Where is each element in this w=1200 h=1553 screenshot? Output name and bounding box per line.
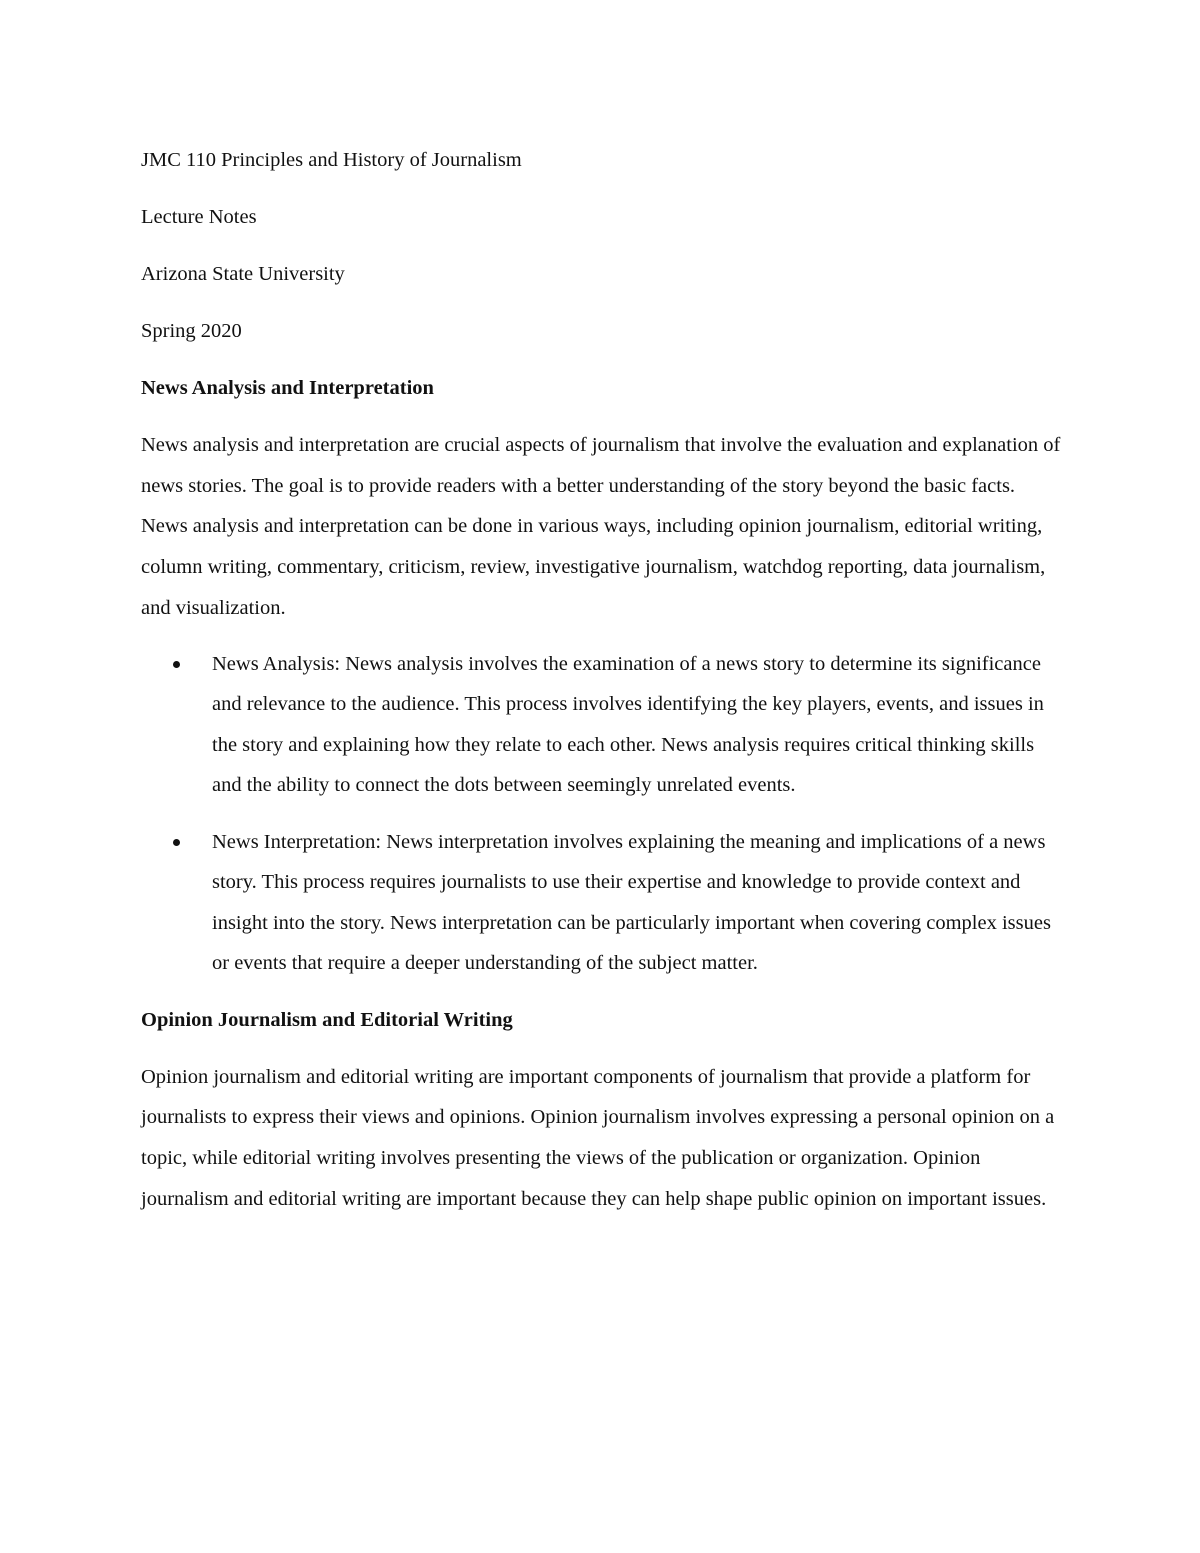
course-title: JMC 110 Principles and History of Journalism xyxy=(141,149,522,171)
list-item-text: News Interpretation: News interpretation involves explaining the meaning and implications of a news story. This process requires journalists to use their expertise and knowledge to provide context and insight into the story. News interpretation can be particularly important when covering complex issues or events that require a deeper understanding of the subject matter. xyxy=(212,830,1051,975)
bullet-icon xyxy=(173,839,180,846)
section-heading-opinion-journalism: Opinion Journalism and Editorial Writing xyxy=(141,1008,513,1031)
section-paragraph-opinion-journalism: Opinion journalism and editorial writing are important components of journalism that provide a platform for journalists to express their views and opinions. Opinion journalism involves expressing a personal opinion on a topic, while editorial writing involves presenting the views of the publication or organization. Opinion journalism and editorial writing are important because they can help shape public opinion on important issues. xyxy=(141,1065,1055,1210)
list-item xyxy=(141,822,1066,984)
list-item-text: News Analysis: News analysis involves the examination of a news story to determine its significance and relevance to the audience. This process involves identifying the key players, events, and issues in the story and explaining how they relate to each other. News analysis requires critical thinking skills and the ability to connect the dots between seemingly unrelated events. xyxy=(212,652,1044,797)
section-heading-news-analysis: News Analysis and Interpretation xyxy=(141,377,434,399)
section-paragraph-news-analysis: News analysis and interpretation are crucial aspects of journalism that involve the evaluation and explanation of news stories. The goal is to provide readers with a better understanding of the story beyond the basic facts. News analysis and interpretation can be done in various ways, including opinion journalism, editorial writing, column writing, commentary, criticism, review, investigative journalism, watchdog reporting, data journalism, and visualization. xyxy=(141,434,1061,619)
document-body xyxy=(141,140,1066,1234)
list-item xyxy=(141,644,1066,806)
bullet-icon xyxy=(173,661,180,668)
document-type: Lecture Notes xyxy=(141,206,257,228)
institution-name: Arizona State University xyxy=(141,263,345,285)
bullet-list xyxy=(141,644,1066,984)
term: Spring 2020 xyxy=(141,320,242,342)
